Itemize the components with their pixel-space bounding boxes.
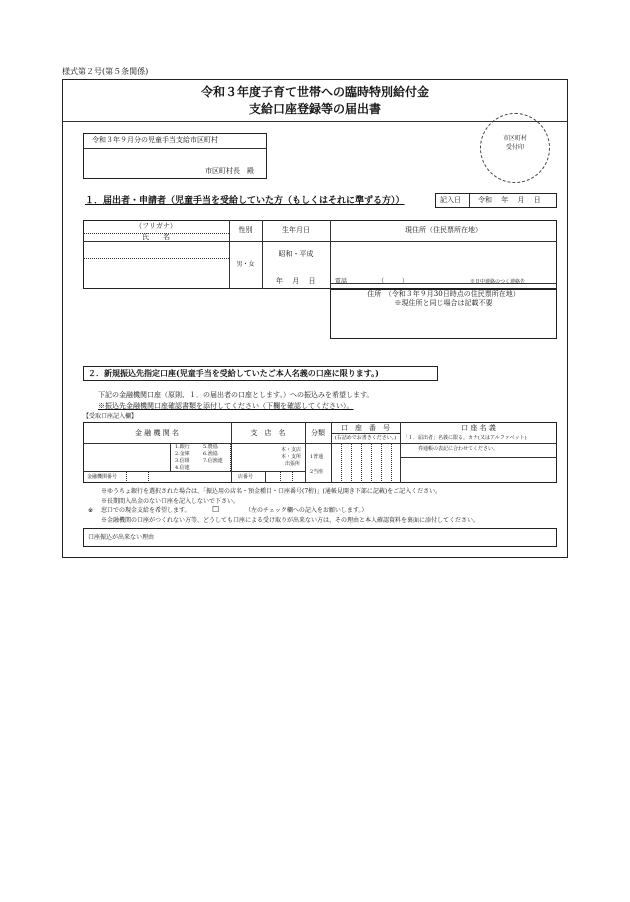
reason-box[interactable] xyxy=(83,528,557,547)
account-holder-field[interactable] xyxy=(401,458,556,482)
stamp-label-1: 市区町村 xyxy=(502,135,527,142)
gender-options[interactable]: 男・女 xyxy=(236,261,255,268)
class-type-1[interactable]: 1普通 xyxy=(310,454,324,460)
col-holder: 口 座 名 義 xyxy=(461,424,496,432)
section2-text1: 下記の金融機関口座（原則、１．の届出者の口座とします。）への振込みを希望します。 xyxy=(98,391,374,399)
bank-type-2[interactable]: 2.金庫 xyxy=(175,451,190,457)
stamp-label-2: 受付印 xyxy=(505,144,524,151)
col-furigana: （フリガナ） xyxy=(135,222,177,230)
account-table-caption: 【受取口座記入欄】 xyxy=(83,413,138,420)
section2-text2: ※振込先金融機関口座確認書類を添付してください（下欄を確認してください）。 xyxy=(98,402,354,410)
note-cash-mark: ※ xyxy=(88,507,94,514)
bank-type-6[interactable]: 6.漁協 xyxy=(203,451,218,457)
form-title-line1: 令和３年度子育て世帯への臨時特別給付金 xyxy=(200,85,429,99)
account-number-field[interactable] xyxy=(332,444,399,482)
class-type-2[interactable]: 2当座 xyxy=(310,469,324,475)
form-title-line2: 支給口座登録等の届出書 xyxy=(248,102,381,116)
furigana-field[interactable] xyxy=(84,242,228,257)
branch-code-label: 店番号 xyxy=(238,474,254,480)
col-branch: 支 店 名 xyxy=(250,429,286,437)
entry-date-value: 令和 年 月 日 xyxy=(478,196,541,204)
col-address: 現住所（住民票所在地） xyxy=(405,226,482,234)
col-class: 分類 xyxy=(311,429,325,437)
name-field[interactable] xyxy=(84,259,228,288)
reason-label: 口座振込が出来ない理由 xyxy=(88,534,155,541)
current-address-field[interactable] xyxy=(331,242,556,276)
note-cash-text: 窓口での現金支給を希望します。 xyxy=(101,507,191,514)
birth-ymd[interactable]: 年 月 日 xyxy=(276,277,316,285)
form-number: 様式第２号(第５条関係) xyxy=(62,67,149,76)
bank-type-3[interactable]: 3.信組 xyxy=(175,458,190,464)
col-account: 口 座 番 号 xyxy=(341,424,390,432)
note-cannot-open: ※金融機関の口座がつくれない方等、どうしても口座による受け取りが出来ない方は、その理由と本人確認資料を裏面に添付してください。 xyxy=(101,517,480,524)
entry-date-label: 記入日 xyxy=(440,196,461,204)
note-cash-suffix: （左のチェック欄への記入をお願いします。） xyxy=(245,507,368,514)
phone-label: 電話 xyxy=(335,278,348,285)
residence-address-label: 住所 （令和３年９月30日時点の住民票所在地） xyxy=(367,290,520,298)
note-no-term: ※長期間入出金のない口座を記入しないで下さい。 xyxy=(101,498,240,505)
bank-type-4[interactable]: 4.信連 xyxy=(175,465,190,471)
phone-field[interactable]: （ ） xyxy=(378,278,409,285)
col-bank: 金 融 機 関 名 xyxy=(135,429,179,437)
holder-note-2: 券通帳の表記に合わせてください。 xyxy=(418,446,499,452)
branch-type-1[interactable]: 本・支店 xyxy=(281,447,302,453)
era-options[interactable]: 昭和・平成 xyxy=(278,250,314,258)
branch-type-2[interactable]: 本・支所 xyxy=(281,454,302,460)
bank-type-1[interactable]: 1.銀行 xyxy=(175,444,190,450)
branch-type-3[interactable]: 出張所 xyxy=(285,461,301,467)
bank-code-label: 金融機関番号 xyxy=(87,474,118,480)
col-account-sub: (右詰めでお書きください。) xyxy=(334,435,397,441)
col-name: 氏 名 xyxy=(142,233,170,241)
col-gender: 性別 xyxy=(238,226,253,234)
bank-type-5[interactable]: 5.農協 xyxy=(203,444,218,450)
addressee-mayor: 市区町村長 殿 xyxy=(205,167,254,175)
note-yucho: ※ゆうちょ銀行を選択された場合は、「振込用の店名・預金種目・口座番号(7桁)」(通帳見開き下部に記載)をご記入ください。 xyxy=(101,488,442,495)
addressee-header: 令和３年９月分の児童手当支給市区町村 xyxy=(92,136,218,144)
bank-type-7[interactable]: 7.信漁連 xyxy=(203,458,223,464)
section2-heading: ２．新規振込先指定口座(児童手当を受給していたご本人名義の口座に限ります。) xyxy=(88,368,379,378)
phone-note: ※日中連絡のつく連絡先 xyxy=(470,279,526,285)
cash-checkbox[interactable]: ☐ xyxy=(212,505,220,514)
col-birth: 生年月日 xyxy=(282,226,310,234)
residence-address-note: ※現住所と同じ場合は記載不要 xyxy=(394,299,493,307)
holder-note-1: 「１．届出者」名義に限る。カナ(又はアルファベット) xyxy=(403,435,527,441)
bank-name-field[interactable] xyxy=(84,444,169,470)
branch-name-field[interactable] xyxy=(232,444,277,470)
section1-heading: １．届出者・申請者（児童手当を受給していた方（もしくはそれに準ずる方）） xyxy=(85,196,405,206)
